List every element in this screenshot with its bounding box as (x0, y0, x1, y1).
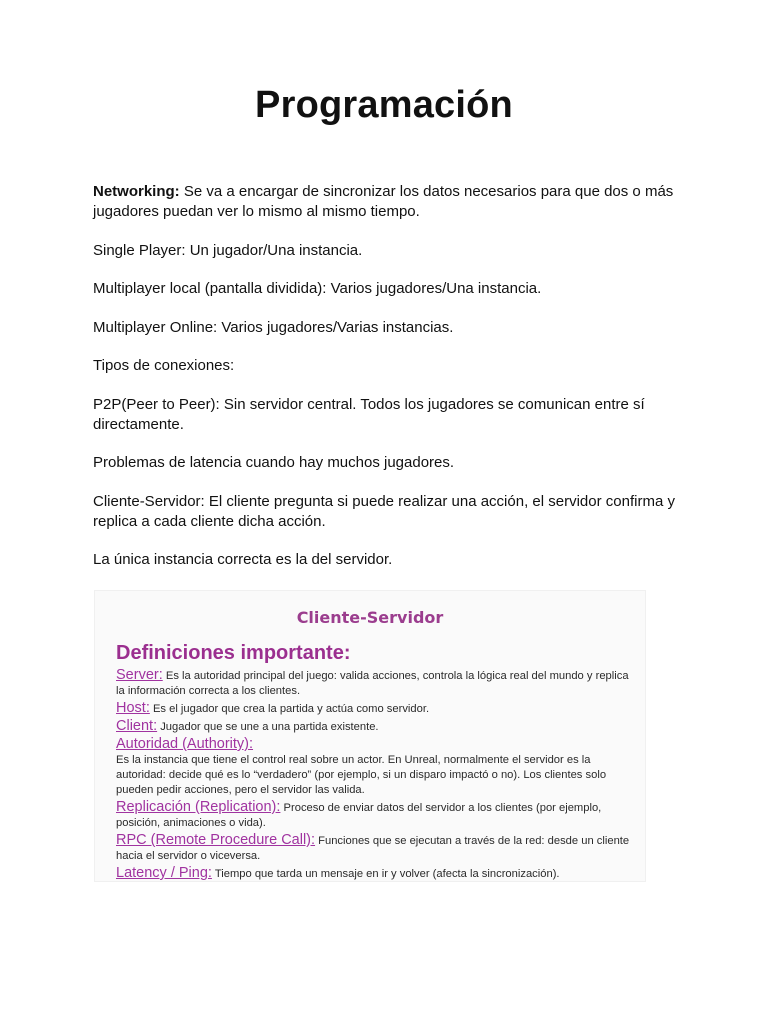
networking-text: Se va a encargar de sincronizar los datos necesarios para que dos o más jugadores puedan ver lo mismo al mismo tiempo. (93, 183, 674, 220)
paragraph-networking (93, 182, 683, 222)
definitions-list (116, 666, 636, 882)
term-client: Client: (116, 718, 158, 734)
term-replication: Replicación (Replication): (116, 799, 281, 815)
definition-host (116, 699, 636, 717)
definition-rpc (116, 831, 636, 864)
figure-heading: Definiciones importante: (116, 642, 351, 664)
document-body (93, 182, 683, 589)
definition-text: Jugador que se une a una partida existente. (157, 721, 379, 733)
definition-latency (116, 864, 636, 882)
paragraph-single-player: Single Player: Un jugador/Una instancia. (93, 241, 363, 259)
definition-text: Funciones que se ejecutan a través de la red: desde un cliente hacia el servidor o viceversa. (116, 835, 630, 862)
definition-text: Es la instancia que tiene el control real sobre un actor. En Unreal, normalmente el servidor es la autoridad: decide qué es lo “verdadero” (por ejemplo, si un disparo impactó o no). Los clientes solo pueden pedir acciones, pero el servidor las valida. (116, 754, 607, 796)
paragraph-multiplayer-online: Multiplayer Online: Varios jugadores/Varias instancias. (93, 318, 454, 336)
definition-replication (116, 798, 636, 831)
definition-authority (116, 735, 636, 798)
term-host: Host: (116, 700, 150, 716)
definition-client (116, 717, 636, 735)
definition-server (116, 666, 636, 699)
paragraph-connection-types: Tipos de conexiones: (93, 357, 235, 374)
paragraph-p2p: P2P(Peer to Peer): Sin servidor central. Todos los jugadores se comunican entre sí directamente. (93, 395, 645, 433)
term-authority: Autoridad (Authority): (116, 736, 254, 752)
term-server: Server: (116, 667, 163, 683)
definition-text: Proceso de enviar datos del servidor a los clientes (por ejemplo, posición, animaciones o vida). (116, 802, 602, 829)
definitions-figure (94, 590, 646, 882)
figure-title: Cliente-Servidor (296, 608, 444, 627)
term-latency: Latency / Ping: (116, 865, 212, 881)
paragraph-client-server: Cliente-Servidor: El cliente pregunta si puede realizar una acción, el servidor confirma y replica a cada cliente dicha acción. (93, 492, 675, 530)
paragraph-multiplayer-local: Multiplayer local (pantalla dividida): Varios jugadores/Una instancia. (93, 280, 542, 297)
page-title: Programación (255, 84, 513, 126)
definition-text: Es el jugador que crea la partida y actúa como servidor. (149, 703, 430, 715)
definition-text: Tiempo que tarda un mensaje en ir y volver (afecta la sincronización). (211, 868, 560, 880)
paragraph-server-instance: La única instancia correcta es la del servidor. (93, 551, 393, 568)
paragraph-latency: Problemas de latencia cuando hay muchos jugadores. (93, 454, 455, 471)
term-rpc: RPC (Remote Procedure Call): (116, 832, 316, 848)
definition-text: Es la autoridad principal del juego: valida acciones, controla la lógica real del mundo y replica la información correcta a los clientes. (116, 670, 629, 697)
networking-label: Networking: (93, 183, 180, 200)
